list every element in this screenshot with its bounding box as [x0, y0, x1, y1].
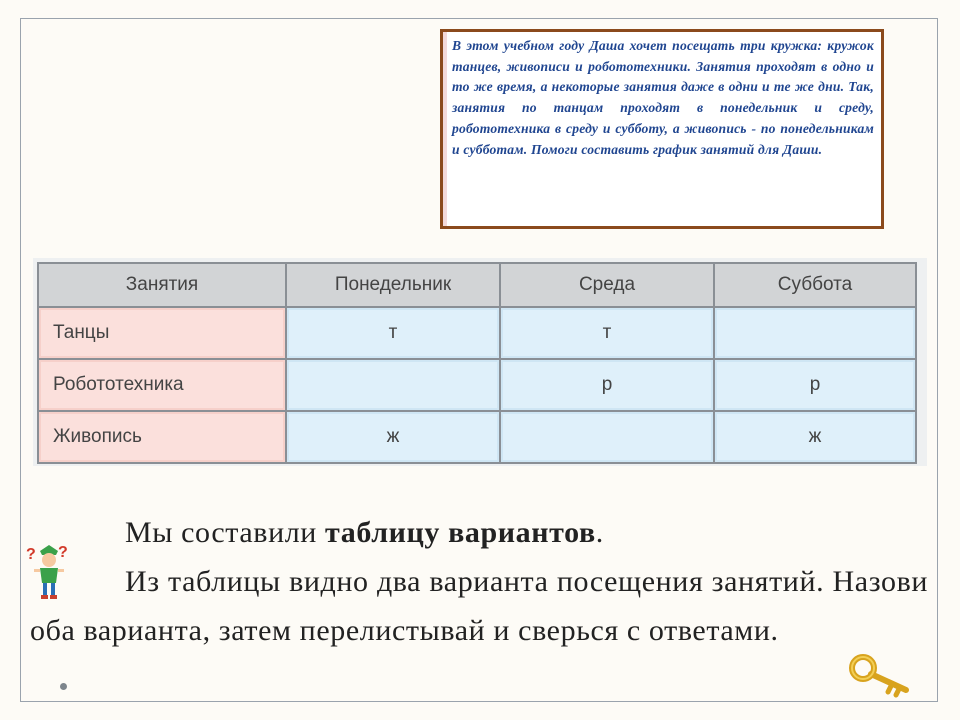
- table-header-row: [39, 264, 915, 308]
- svg-text:?: ?: [58, 544, 68, 561]
- table-cell: [501, 412, 715, 462]
- caption-line-1: [30, 508, 928, 557]
- table-row: [39, 412, 915, 462]
- table-cell: [715, 308, 915, 360]
- svg-text:?: ?: [26, 546, 36, 563]
- schedule-table-wrap: [33, 258, 927, 466]
- table-row: [39, 308, 915, 360]
- row-label-dance: Танцы: [39, 308, 287, 360]
- bullet-dot: [60, 683, 67, 690]
- table-cell: р: [501, 360, 715, 412]
- row-label-robotics: Робототехника: [39, 360, 287, 412]
- table-cell: [287, 360, 501, 412]
- table-row: [39, 360, 915, 412]
- header-wednesday: Среда: [501, 264, 715, 308]
- task-box: [440, 29, 884, 229]
- caption-bold-term: таблицу вариантов: [325, 516, 596, 549]
- schedule-table: [37, 262, 917, 464]
- table-cell: р: [715, 360, 915, 412]
- header-saturday: Суббота: [715, 264, 915, 308]
- caption-line-2: [30, 557, 928, 655]
- header-activity: Занятия: [39, 264, 287, 308]
- task-text: В этом учебном году Даша хочет посещать три кружка: кружок танцев, живописи и робототехники. Занятия проходят в одно и то же время, а некоторые занятия даже в одни и те же дни. Так, занятия по танцам проходят в понедельник и среду, робототехника в среду и субботу, а живопись - по понедельникам и субботам. Помоги составить график занятий для Даши.: [452, 38, 874, 157]
- table-cell: ж: [715, 412, 915, 462]
- thinking-kid-icon: [26, 543, 72, 601]
- caption-line-2-text: Из таблицы видно два варианта посещения занятий. Назови оба варианта, затем перелистывай и сверься с ответами.: [30, 565, 928, 647]
- table-cell: т: [287, 308, 501, 360]
- caption-line-1-text: Мы составили: [125, 516, 326, 549]
- caption-text: [30, 508, 928, 655]
- caption-line-1-end: .: [595, 516, 604, 549]
- key-icon: [848, 654, 914, 698]
- table-cell: т: [501, 308, 715, 360]
- header-monday: Понедельник: [287, 264, 501, 308]
- table-cell: ж: [287, 412, 501, 462]
- row-label-painting: Живопись: [39, 412, 287, 462]
